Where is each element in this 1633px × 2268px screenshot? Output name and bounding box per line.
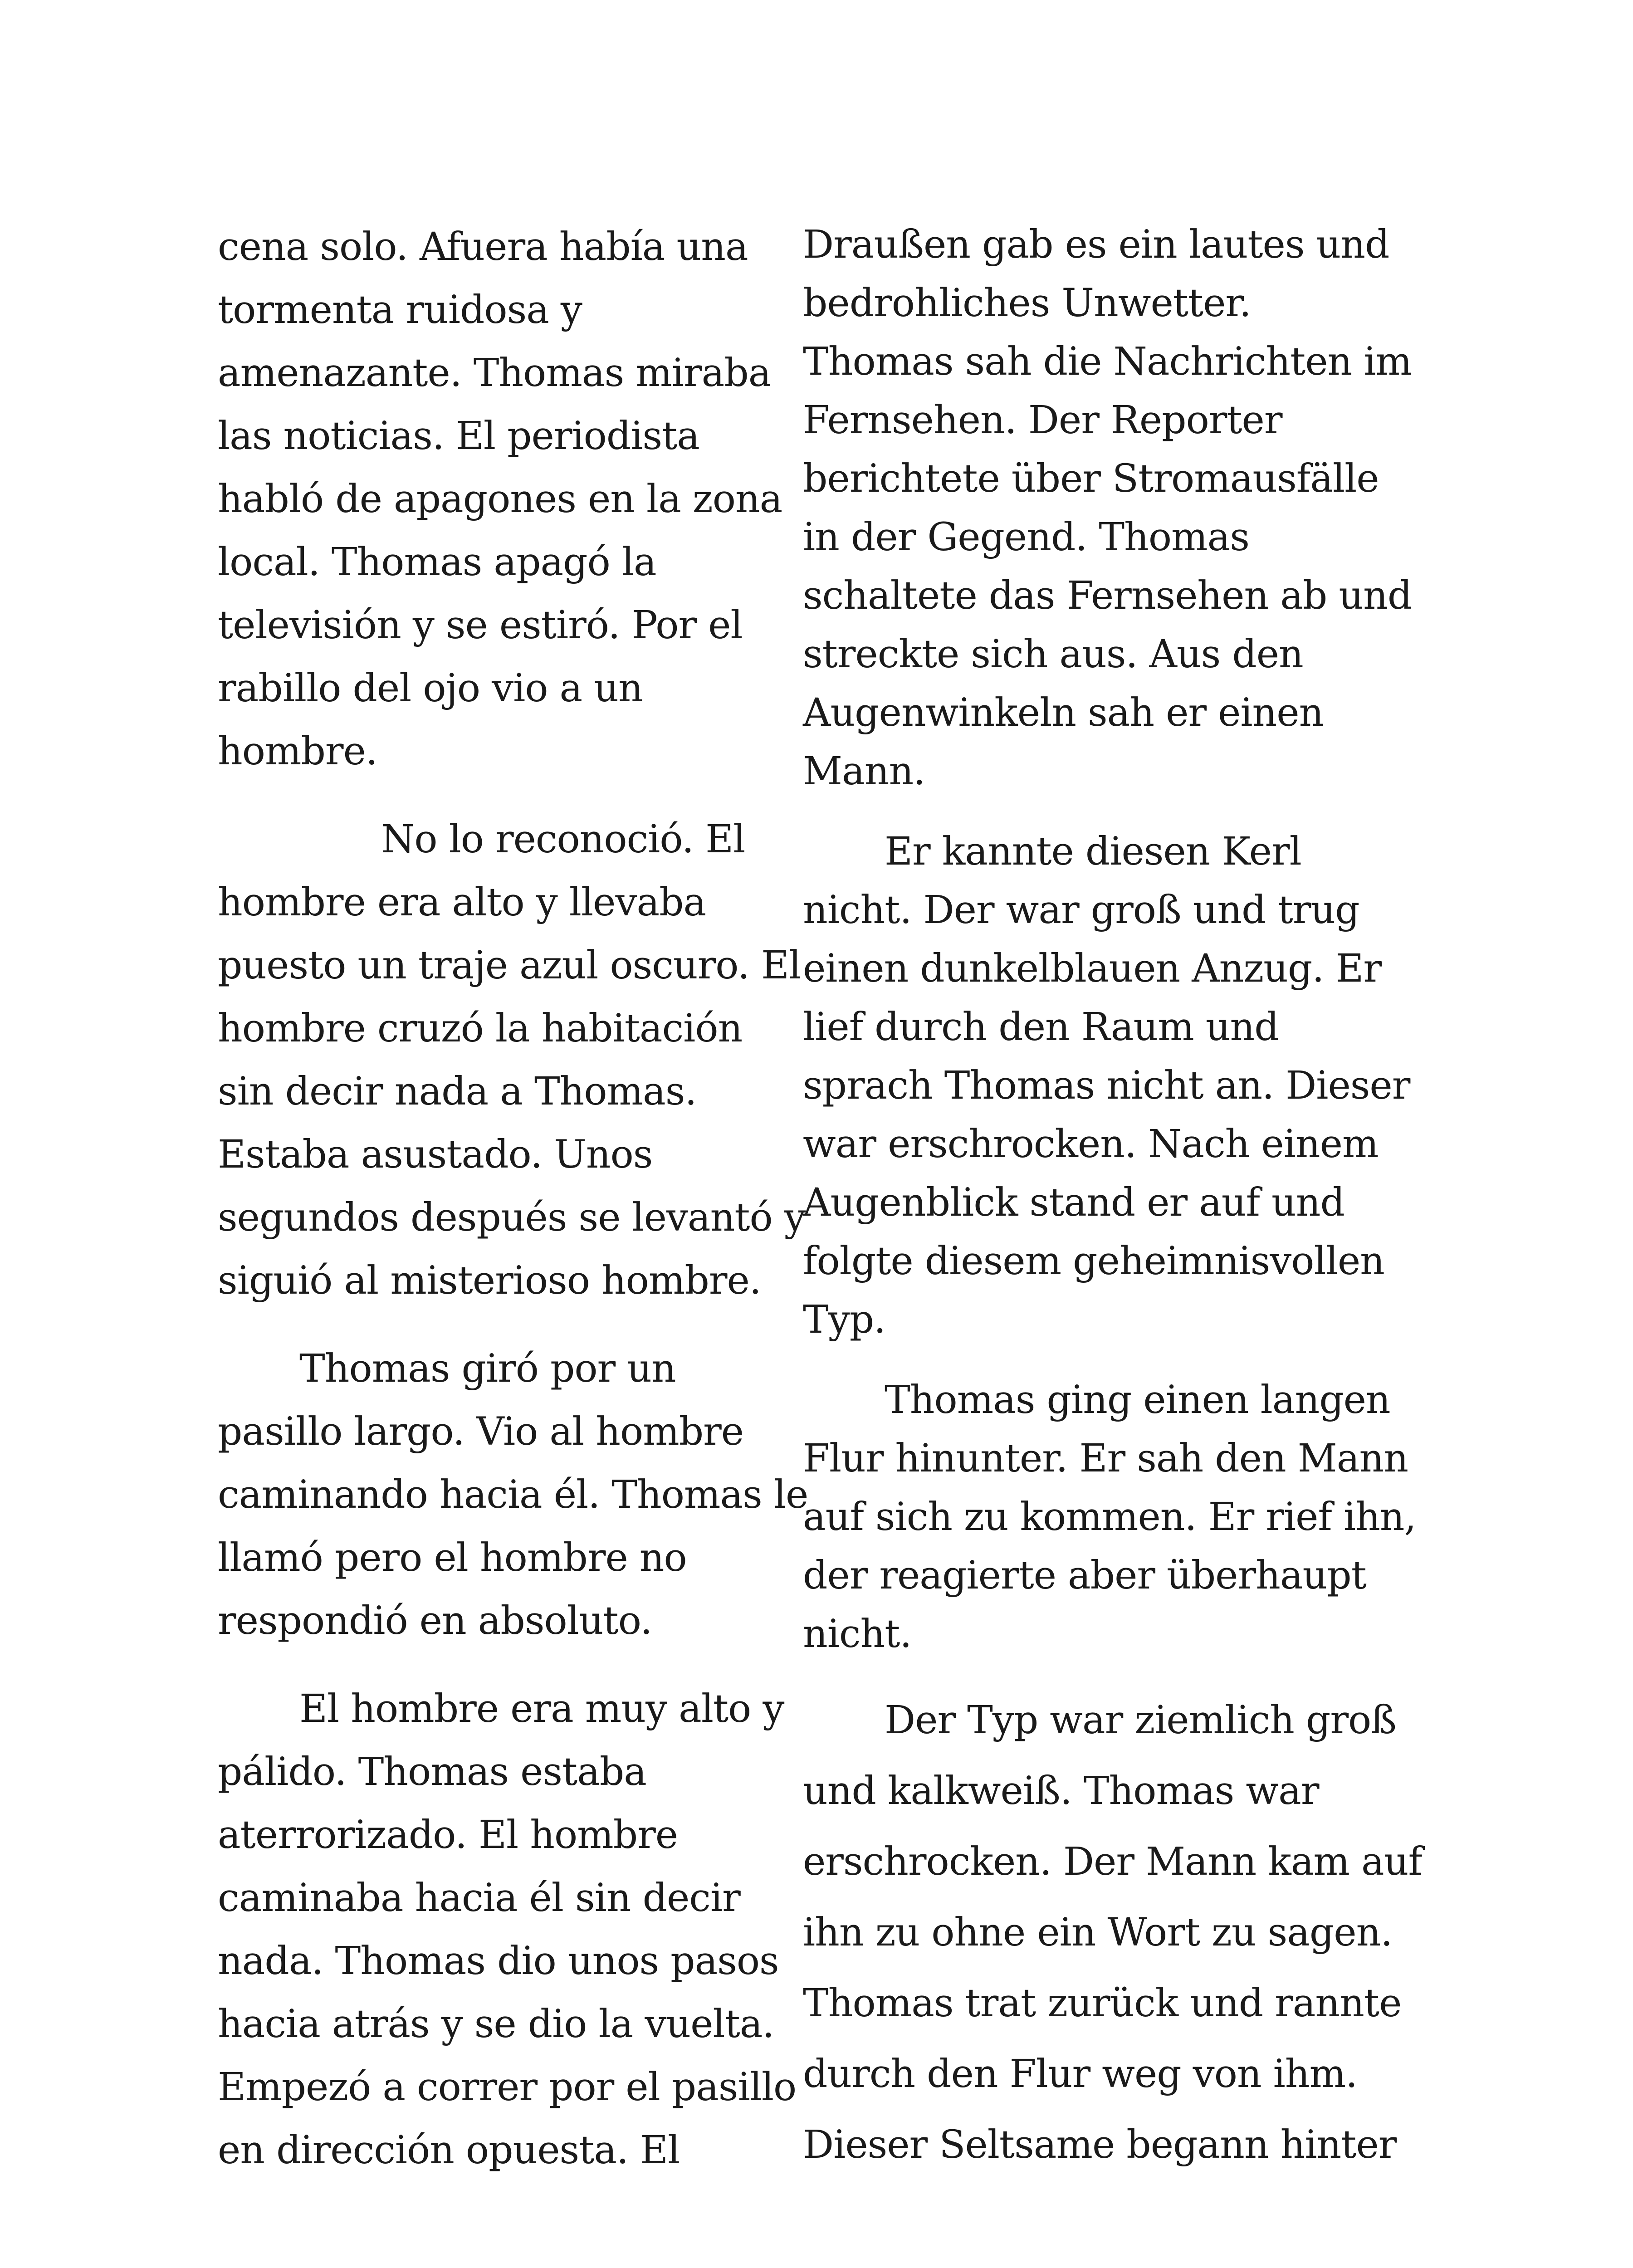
text-line: Augenwinkeln sah er einen (803, 690, 1324, 735)
text-line: hombre. (218, 729, 377, 774)
text-line: segundos después se levantó y (218, 1195, 806, 1240)
paragraph (803, 1685, 1422, 2180)
text-line: schaltete das Fernsehen ab und (803, 573, 1412, 618)
paragraph (218, 1337, 808, 1652)
text-line: aterrorizado. El hombre (218, 1813, 678, 1857)
text-line: Fernsehen. Der Reporter (803, 398, 1282, 443)
text-line: local. Thomas apagó la (218, 540, 656, 585)
paragraph (803, 215, 1412, 801)
text-line: bedrohliches Unwetter. (803, 281, 1251, 326)
text-line: nicht. (803, 1612, 912, 1657)
text-line: Der Typ war ziemlich groß (885, 1698, 1396, 1743)
german-column (803, 215, 1422, 2202)
text-line: streckte sich aus. Aus den (803, 632, 1303, 677)
text-line: Augenblick stand er auf und (803, 1180, 1345, 1225)
text-line: habló de apagones en la zona (218, 477, 782, 522)
text-line: hacia atrás y se dio la vuelta. (218, 2002, 774, 2047)
text-line: Er kannte diesen Kerl (885, 829, 1301, 874)
text-line: llamó pero el hombre no (218, 1535, 687, 1580)
paragraph (218, 215, 785, 783)
text-line: en dirección opuesta. El (218, 2128, 680, 2173)
text-line: ihn zu ohne ein Wort zu sagen. (803, 1910, 1393, 1955)
text-line: cena solo. Afuera había una (218, 225, 748, 269)
text-line: Thomas trat zurück und rannte (803, 1981, 1402, 2026)
text-line: las noticias. El periodista (218, 414, 699, 459)
text-line: Thomas giró por un (299, 1346, 676, 1391)
text-line: respondió en absoluto. (218, 1598, 652, 1643)
text-line: auf sich zu kommen. Er rief ihn, (803, 1495, 1416, 1540)
text-line: der reagierte aber überhaupt (803, 1553, 1366, 1598)
text-line: siguió al misterioso hombre. (218, 1258, 761, 1303)
text-line: sin decir nada a Thomas. (218, 1069, 697, 1114)
text-line: El hombre era muy alto y (299, 1686, 784, 1731)
text-line: Flur hinunter. Er sah den Mann (803, 1436, 1408, 1481)
paragraph (218, 1677, 797, 2182)
paragraph (218, 808, 806, 1312)
paragraph (803, 822, 1410, 1349)
text-line: Estaba asustado. Unos (218, 1132, 653, 1177)
text-line: nada. Thomas dio unos pasos (218, 1939, 779, 1984)
text-line: rabillo del ojo vio a un (218, 666, 643, 711)
text-line: in der Gegend. Thomas (803, 515, 1249, 560)
text-line: Dieser Seltsame begann hinter (803, 2122, 1397, 2167)
text-line: nicht. Der war groß und trug (803, 888, 1359, 933)
text-line: war erschrocken. Nach einem (803, 1122, 1379, 1167)
text-line: puesto un traje azul oscuro. El (218, 943, 801, 988)
text-line: Thomas sah die Nachrichten im (803, 339, 1412, 384)
text-line: pasillo largo. Vio al hombre (218, 1409, 744, 1454)
text-line: amenazante. Thomas miraba (218, 351, 771, 396)
text-line: tormenta ruidosa y (218, 288, 582, 332)
text-line: und kalkweiß. Thomas war (803, 1769, 1319, 1813)
text-line: televisión y se estiró. Por el (218, 603, 743, 648)
text-line: lief durch den Raum und (803, 1005, 1279, 1050)
text-line: pálido. Thomas estaba (218, 1750, 646, 1794)
text-line: hombre era alto y llevaba (218, 880, 706, 925)
text-line: caminaba hacia él sin decir (218, 1876, 740, 1921)
text-line: berichtete über Stromausfälle (803, 456, 1379, 501)
paragraph (803, 1371, 1416, 1663)
spanish-column (218, 215, 808, 2207)
text-line: hombre cruzó la habitación (218, 1006, 743, 1051)
text-line: einen dunkelblauen Anzug. Er (803, 946, 1382, 991)
text-line: durch den Flur weg von ihm. (803, 2052, 1358, 2097)
text-line: Thomas ging einen langen (885, 1378, 1390, 1422)
text-line: Mann. (803, 749, 925, 794)
text-line: sprach Thomas nicht an. Dieser (803, 1063, 1410, 1108)
text-line: Typ. (803, 1297, 886, 1342)
text-line: No lo reconoció. El (381, 817, 745, 862)
text-line: Empezó a correr por el pasillo (218, 2065, 797, 2110)
text-line: Draußen gab es ein lautes und (803, 222, 1389, 267)
text-line: folgte diesem geheimnisvollen (803, 1239, 1384, 1284)
text-line: erschrocken. Der Mann kam auf (803, 1839, 1422, 1884)
text-line: caminando hacia él. Thomas le (218, 1472, 808, 1517)
